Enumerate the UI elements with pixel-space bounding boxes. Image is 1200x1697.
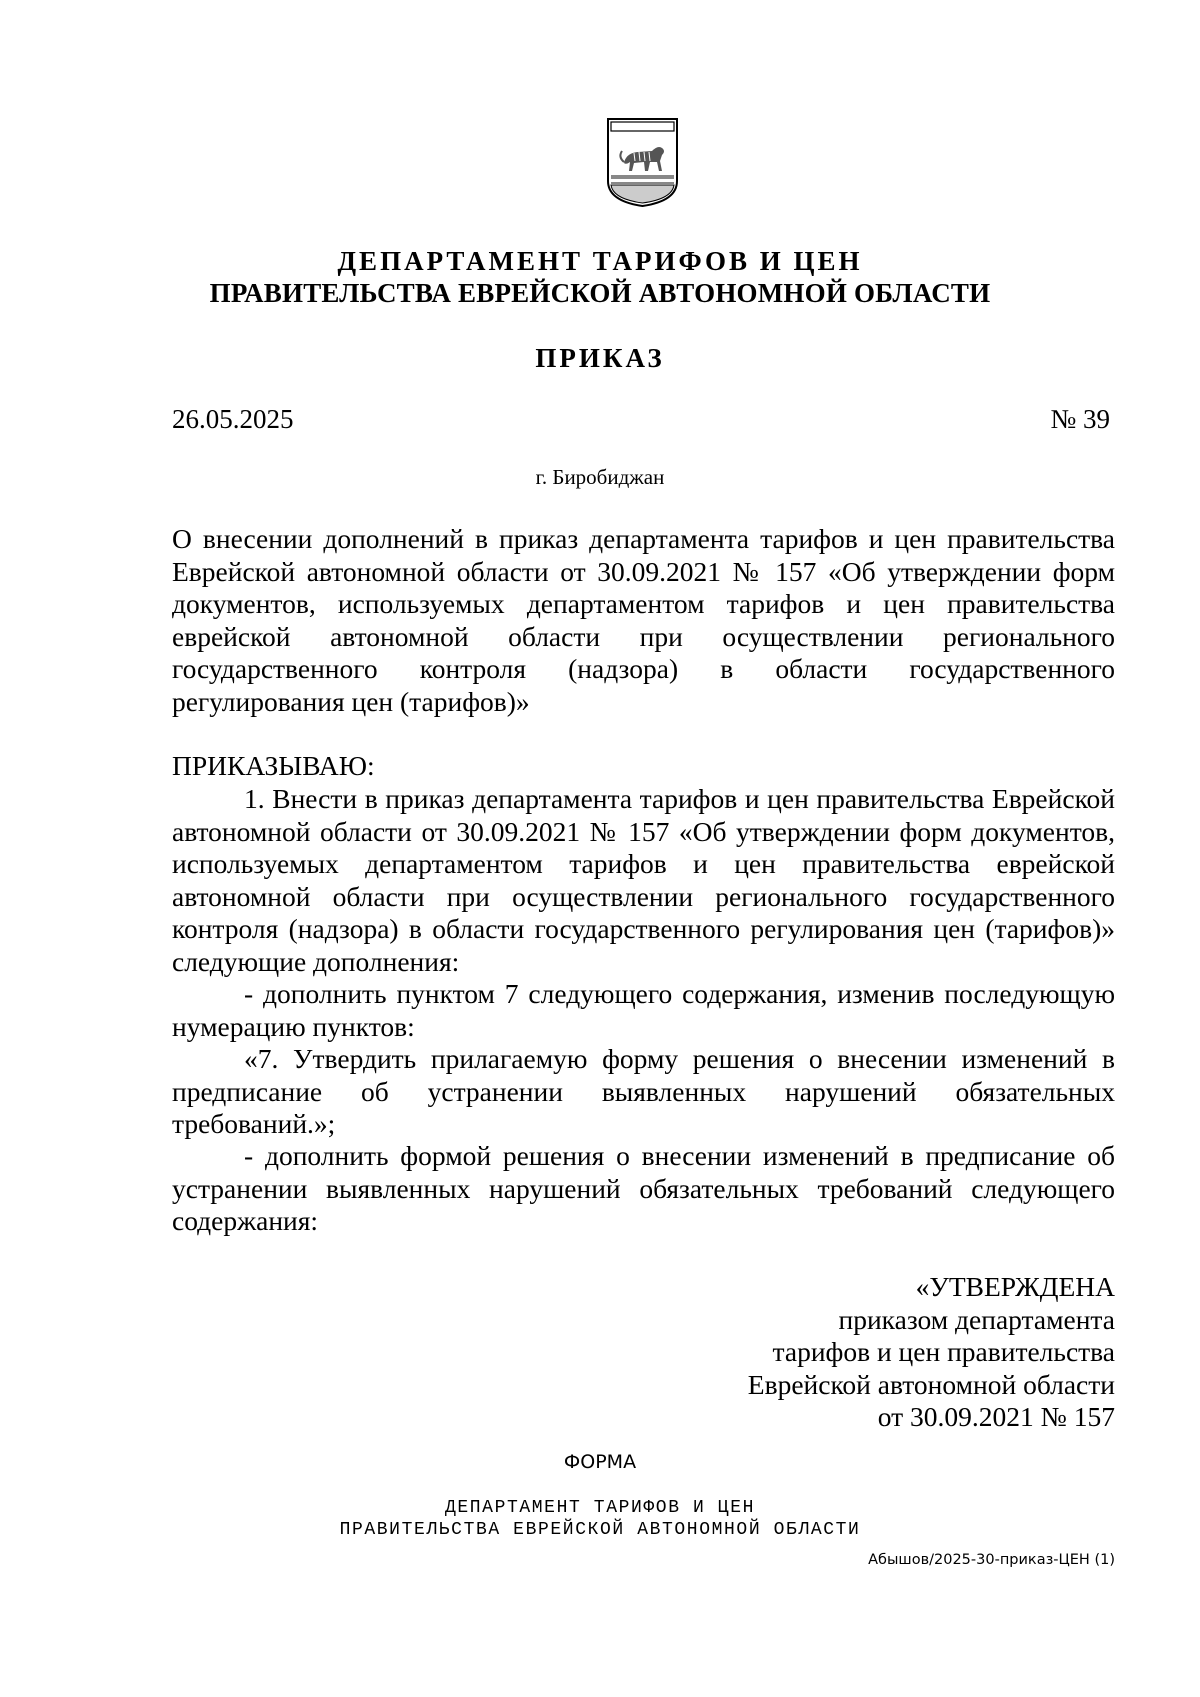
command-word: ПРИКАЗЫВАЮ: (172, 750, 375, 781)
document-type-heading: ПРИКАЗ (535, 343, 665, 373)
form-header-line2: ПРАВИТЕЛЬСТВА ЕВРЕЙСКОЙ АВТОНОМНОЙ ОБЛАСТИ (339, 1520, 861, 1540)
paragraph-2: - дополнить пунктом 7 следующего содержания, изменив последующую нумерацию пунктов: (172, 978, 1115, 1042)
approval-line: тарифов и цен правительства (772, 1336, 1115, 1367)
city-line: г. Биробиджан (535, 465, 665, 489)
approval-line: Еврейской автономной области (747, 1368, 1115, 1400)
approval-line: приказом департамента (838, 1303, 1115, 1335)
order-subject: О внесении дополнений в приказ департамента тарифов и цен правительства Еврейской автономной области от 30.09.2021 № 157 «Об утверждении форм документов, используемых департаментом тарифов и цен правительства еврейской автономной области при осуществлении регионального государственного контроля (надзора) в области государственного регулирования цен (тарифов)» (172, 523, 1115, 717)
paragraph-3: «7. Утвердить прилагаемую форму решения о внесении изменений в предписание об устранении выявленных нарушений обязательных требований.»; (172, 1043, 1115, 1139)
org-title-line1: ДЕПАРТАМЕНТ ТАРИФОВ И ЦЕН (337, 246, 863, 276)
order-number: № 39 (1050, 404, 1110, 434)
approval-line: от 30.09.2021 № 157 (877, 1401, 1115, 1432)
paragraph-1: 1. Внести в приказ департамента тарифов и цен правительства Еврейской автономной области от 30.09.2021 № 157 «Об утверждении форм документов, используемых департаментом тарифов и цен правительства еврейской автономной области при осуществлении регионального государственного контроля (надзора) в области государственного регулирования цен (тарифов)» следующие дополнения: (172, 783, 1115, 977)
coat-of-arms-emblem (604, 115, 681, 209)
file-reference: Абышов/2025-30-приказ-ЦЕН (1) (868, 1552, 1115, 1568)
approval-block (615, 1271, 1115, 1434)
paragraph-4: - дополнить формой решения о внесении изменений в предписание об устранении выявленных нарушений обязательных требований следующего содержания: (172, 1140, 1115, 1236)
form-header-line1: ДЕПАРТАМЕНТ ТАРИФОВ И ЦЕН (444, 1498, 756, 1518)
order-date: 26.05.2025 (172, 404, 294, 434)
form-label: ФОРМА (563, 1451, 637, 1473)
org-title-line2: ПРАВИТЕЛЬСТВА ЕВРЕЙСКОЙ АВТОНОМНОЙ ОБЛАСТИ (209, 278, 991, 308)
approval-line: «УТВЕРЖДЕНА (915, 1271, 1115, 1302)
